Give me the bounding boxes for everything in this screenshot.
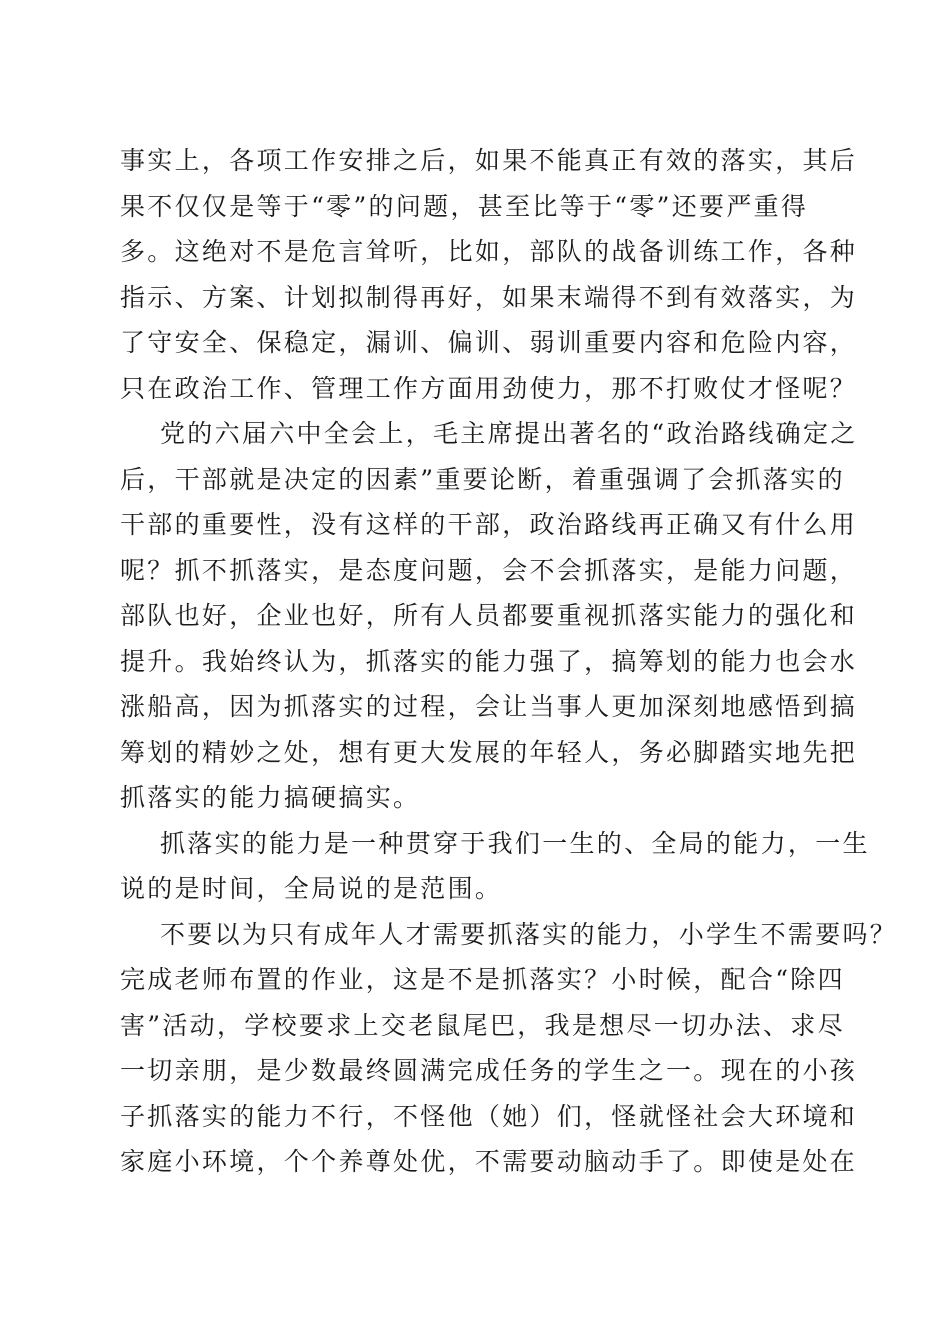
text-line: 了守安全、保稳定，漏训、偏训、弱训重要内容和危险内容， — [120, 328, 858, 357]
text-line: 说的是时间，全局说的是范围。 — [120, 874, 503, 903]
text-line: 害”活动，学校要求上交老鼠尾巴，我是想尽一切办法、求尽 — [120, 1010, 845, 1040]
text-line: 完成老师布置的作业，这是不是抓落实？小时候，配合“除四 — [120, 965, 845, 994]
text-line: 抓落实的能力搞硬搞实。 — [120, 783, 421, 812]
text-line: 果不仅仅是等于“零”的问题，甚至比等于“零”还要严重得 — [120, 191, 809, 221]
text-line: 家庭小环境，个个养尊处优，不需要动脑动手了。即使是处在 — [120, 1147, 858, 1176]
paragraph — [120, 912, 898, 1185]
paragraph — [120, 411, 858, 821]
text-line-first: 抓落实的能力是一种贯穿于我们一生的、全局的能力，一生 — [160, 828, 870, 858]
text-line: 事实上，各项工作安排之后，如果不能真正有效的落实，其后 — [120, 146, 858, 175]
text-line: 筹划的精妙之处，想有更大发展的年轻人，务必脚踏实地先把 — [120, 737, 858, 767]
text-line-first: 不要以为只有成年人才需要抓落实的能力，小学生不需要吗？ — [160, 919, 898, 949]
text-line: 子抓落实的能力不行，不怪他（她）们，怪就怪社会大环境和 — [120, 1101, 858, 1131]
text-line: 干部的重要性，没有这样的干部，政治路线再正确又有什么用 — [120, 510, 858, 539]
text-line: 呢？抓不抓落实，是态度问题，会不会抓落实，是能力问题， — [120, 555, 858, 585]
text-line: 部队也好，企业也好，所有人员都要重视抓落实能力的强化和 — [120, 601, 858, 630]
paragraph — [120, 138, 858, 411]
text-line: 指示、方案、计划拟制得再好，如果末端得不到有效落实，为 — [120, 282, 858, 312]
text-line: 多。这绝对不是危言耸听，比如，部队的战备训练工作，各种 — [120, 237, 858, 266]
text-line: 涨船高，因为抓落实的过程，会让当事人更加深刻地感悟到搞 — [120, 692, 858, 721]
text-line: 提升。我始终认为，抓落实的能力强了，搞筹划的能力也会水 — [120, 646, 858, 676]
text-line: 只在政治工作、管理工作方面用劲使力，那不打败仗才怪呢？ — [120, 373, 858, 403]
text-line: 一切亲朋，是少数最终圆满完成任务的学生之一。现在的小孩 — [120, 1056, 858, 1085]
text-line: 后，干部就是决定的因素”重要论断，着重强调了会抓落实的 — [120, 464, 845, 494]
body-text — [120, 138, 898, 1185]
text-line-first: 党的六届六中全会上，毛主席提出著名的“政治路线确定之 — [160, 419, 858, 448]
paragraph — [120, 821, 870, 912]
